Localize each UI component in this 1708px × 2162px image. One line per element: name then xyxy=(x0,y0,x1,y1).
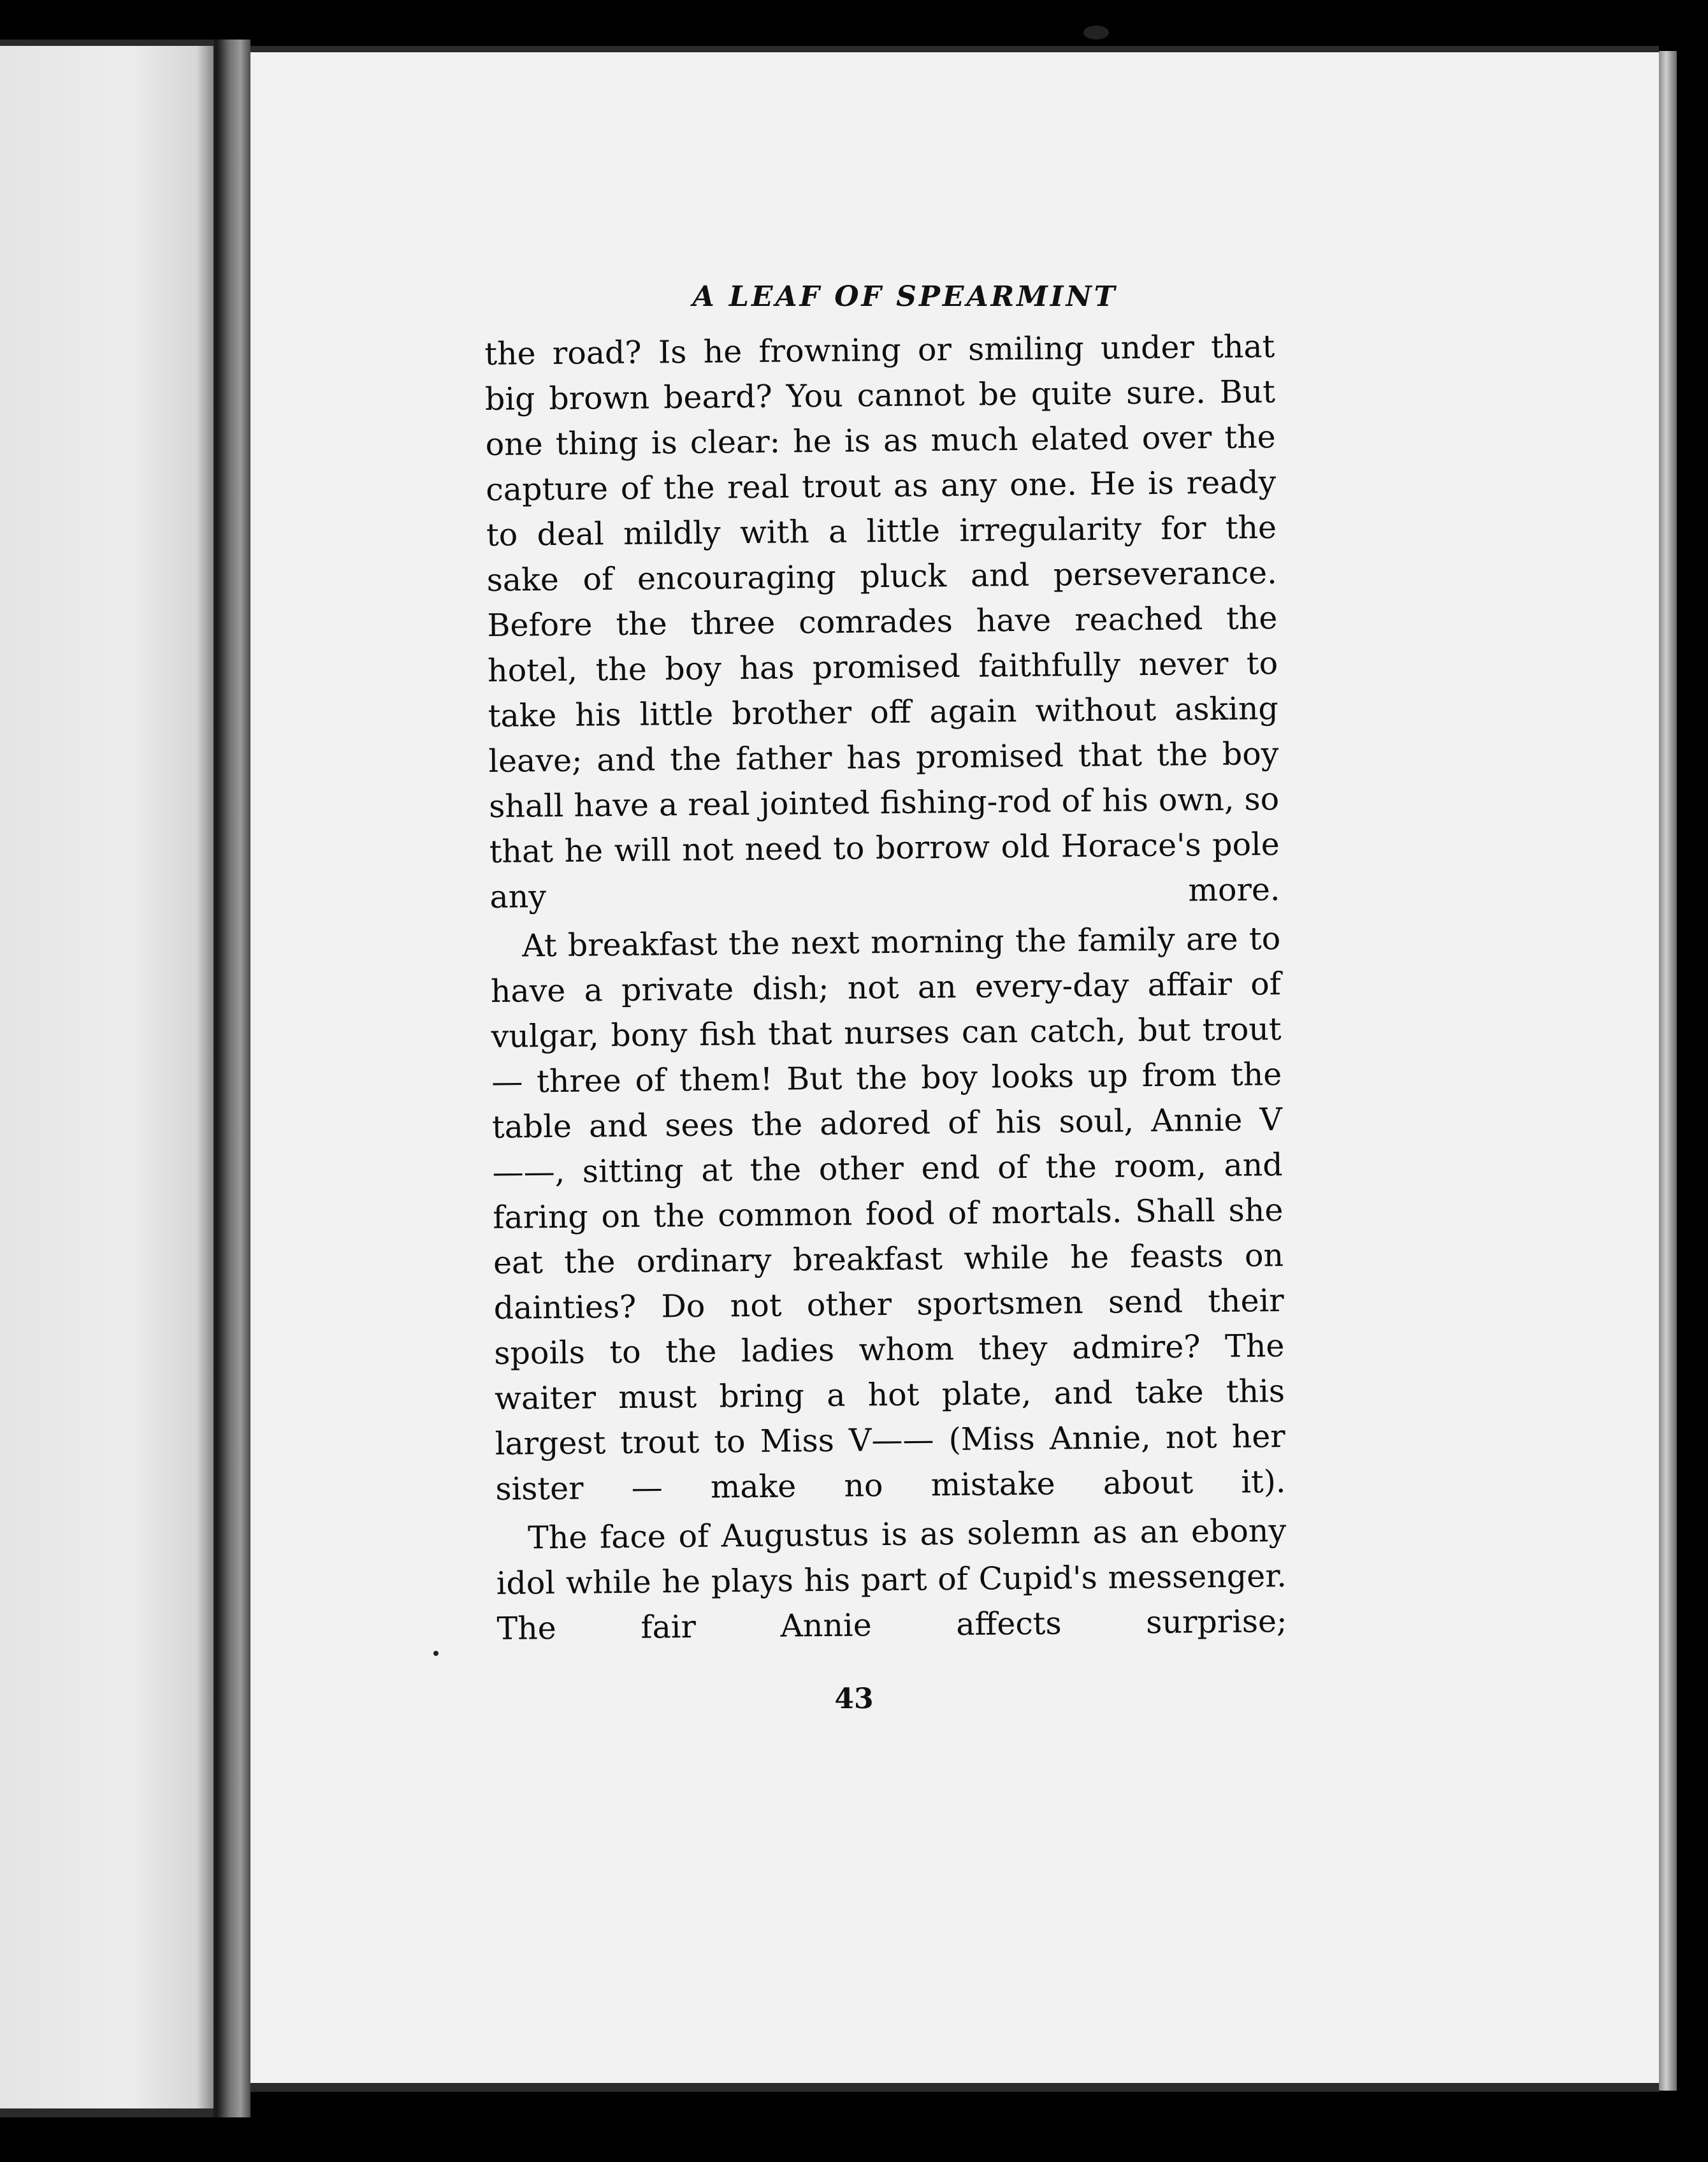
scan-speck xyxy=(1083,25,1109,40)
paragraph: The face of Augustus is as solemn as an ebony idol while he plays his part of Cupid's messenger. The fair Annie affects surprise; xyxy=(496,1513,1287,1647)
left-page-edge xyxy=(0,40,217,2117)
left-page-bottom-shadow xyxy=(0,2108,214,2117)
paragraph: the road? Is he frowning or smiling under that big brown beard? You cannot be quite sure. But one thing is clear: he is as much elated over the capture of the real trout as any one. He is ready to deal mildly with a little irregularity for the sake of encouraging pluck and perseverance. Before the three comrades have reached the hotel, the boy has promised faithfully never to take his little brother off again without asking leave; and the father has promised that the boy shall have a real jointed fishing-rod of his own, so that he will not need to borrow old Horace's pole any more. xyxy=(484,328,1280,915)
body-text xyxy=(484,324,1287,1655)
running-head: A LEAF OF SPEARMINT xyxy=(692,280,1118,313)
page-number: 43 xyxy=(834,1683,874,1715)
page-fore-edge xyxy=(1659,51,1677,2091)
book-gutter xyxy=(217,40,250,2117)
paragraph: At breakfast the next morning the family are to have a private dish; not an every-day affair of vulgar, bony fish that nurses can catch, but trout — three of them! But the boy looks up from the table and sees the adored of his soul, Annie V——, sitting at the other end of the room, and faring on the common food of mortals. Shall she eat the ordinary breakfast while he feasts on dainties? Do not other sportsmen send their spoils to the ladies whom they admire? The waiter must bring a hot plate, and take this largest trout to Miss V—— (Miss Annie, not her sister — make no mistake about it). xyxy=(490,920,1286,1507)
left-page-top-shadow xyxy=(0,40,214,46)
scan-speck xyxy=(433,1651,438,1656)
